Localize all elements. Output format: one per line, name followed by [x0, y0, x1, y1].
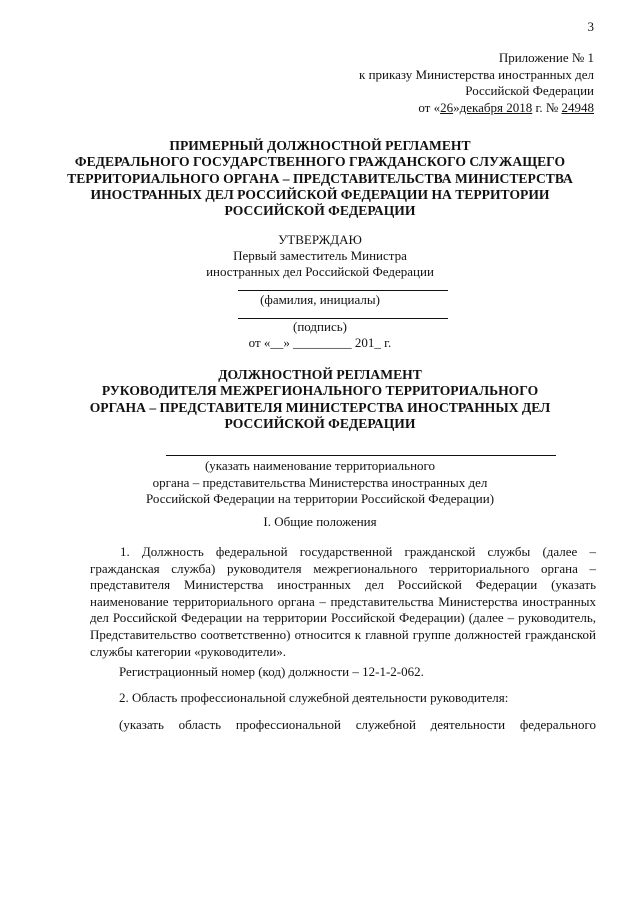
name-caption: (фамилия, инициалы) [260, 292, 380, 307]
organ-name-hint-line: Российской Федерации на территории Российской Федерации) [145, 491, 495, 507]
paragraph-3: (указать область профессиональной служебной деятельности федерального [119, 717, 596, 732]
approval-position-1: Первый заместитель Министра [233, 248, 407, 263]
approval-position-2: иностранных дел Российской Федерации [206, 264, 434, 279]
name-blank-line [238, 290, 448, 291]
regulation-title [80, 367, 560, 432]
annex-order-number: 24948 [561, 99, 594, 115]
organ-name-hint-line: органа – представительства Министерства иностранных дел [152, 474, 488, 490]
document-title-line: ФЕДЕРАЛЬНОГО ГОСУДАРСТВЕННОГО ГРАЖДАНСКОГО СЛУЖАЩЕГО [74, 154, 566, 170]
annex-line-1: Приложение № 1 [498, 50, 594, 65]
organ-name-hint-line: (указать наименование территориального [204, 458, 436, 473]
document-title-line: ПРИМЕРНЫЙ ДОЛЖНОСТНОЙ РЕГЛАМЕНТ [169, 138, 471, 153]
document-title-line: РОССИЙСКОЙ ФЕДЕРАЦИИ [224, 203, 416, 219]
paragraph-2: 2. Область профессиональной служебной деятельности руководителя: [119, 690, 509, 705]
registration-number: Регистрационный номер (код) должности – 12-1-2-062. [119, 664, 424, 679]
annex-line-3: Российской Федерации [465, 83, 594, 98]
section-title: I. Общие положения [263, 514, 377, 529]
annex-date-month-year: декабря 2018 [459, 99, 533, 115]
document-title-line: ТЕРРИТОРИАЛЬНОГО ОРГАНА – ПРЕДСТАВИТЕЛЬСТВА МИНИСТЕРСТВА [67, 170, 573, 186]
approval-date-line: от «__» _________ 201_ г. [248, 335, 392, 350]
regulation-title-line: ОРГАНА – ПРЕДСТАВИТЕЛЯ МИНИСТЕРСТВА ИНОСТРАННЫХ ДЕЛ [89, 399, 551, 415]
page-number: 3 [587, 19, 594, 34]
annex-header [254, 50, 594, 116]
paragraph-1: 1. Должность федеральной государственной гражданской службы (далее – гражданская служба) руководителя межрегионального территориального органа – представителя Министерства иностранных дел Российской Федерации (указать наименование территориального органа – представительства Министерства иностранных дел Российской Федерации на территории Российской Федерации) (далее – руководитель, Представительство соответственно) относится к главной группе должностей гражданской службы категории «руководители». [90, 544, 596, 659]
organ-name-blank-line [166, 455, 556, 456]
document-title-line: ИНОСТРАННЫХ ДЕЛ РОССИЙСКОЙ ФЕДЕРАЦИИ НА ТЕРРИТОРИИ [90, 186, 550, 202]
annex-date-line [254, 100, 594, 117]
annex-date-day: 26 [440, 99, 454, 115]
annex-date-mid: » [453, 99, 460, 115]
annex-date-suffix: г. № [532, 99, 562, 115]
regulation-title-line: РОССИЙСКОЙ ФЕДЕРАЦИИ [224, 415, 416, 431]
approval-heading: УТВЕРЖДАЮ [278, 232, 362, 247]
annex-line-2: к приказу Министерства иностранных дел [359, 66, 594, 82]
regulation-title-line: РУКОВОДИТЕЛЯ МЕЖРЕГИОНАЛЬНОГО ТЕРРИТОРИАЛЬНОГО [101, 383, 539, 399]
organ-name-hint [120, 458, 520, 508]
document-title [60, 138, 580, 219]
annex-date-prefix: от « [418, 99, 441, 115]
signature-caption: (подпись) [293, 319, 347, 334]
regulation-title-line: ДОЛЖНОСТНОЙ РЕГЛАМЕНТ [218, 367, 422, 382]
